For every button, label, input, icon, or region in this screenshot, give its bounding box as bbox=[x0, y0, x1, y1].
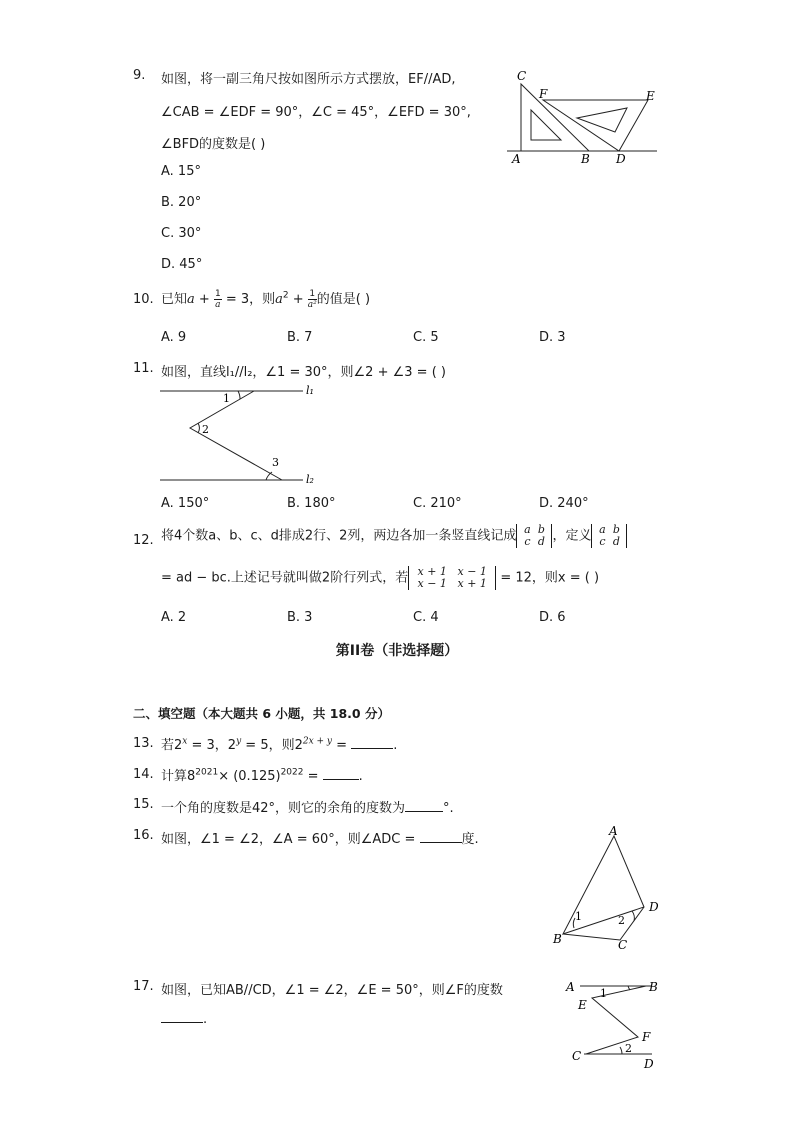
q10-plus: + bbox=[194, 292, 214, 307]
q17-label-a: A bbox=[566, 980, 575, 994]
q11-label-l2: l₂ bbox=[306, 473, 314, 486]
q10-pre: 已知 bbox=[161, 292, 188, 307]
q10-frac1: $\frac{1}{a}$ bbox=[214, 289, 221, 310]
q12-det-definition: a b c d bbox=[591, 524, 627, 548]
q13-answer-blank[interactable] bbox=[351, 736, 393, 749]
q9-line3: ∠BFD的度数是( ) bbox=[161, 137, 266, 152]
q17-label-c: C bbox=[572, 1049, 582, 1063]
q14-number: 14. bbox=[133, 767, 154, 782]
q17-label-b: B bbox=[649, 980, 658, 994]
q11-text: 如图，直线l₁//l₂，∠1 = 30°，则∠2 + ∠3 = ( ) bbox=[161, 365, 446, 380]
q17-answer-blank[interactable] bbox=[161, 1010, 203, 1023]
q15-answer-blank[interactable] bbox=[405, 799, 443, 812]
q12-line1 bbox=[161, 524, 627, 548]
q9-label-b: B bbox=[581, 152, 590, 166]
q12-line1-pre: 将4个数a、b、c、d排成2行、2列，两边各加一条竖直线记成 bbox=[161, 528, 517, 544]
q10-option-d: D. 3 bbox=[539, 330, 566, 345]
q14-answer-blank[interactable] bbox=[323, 767, 359, 780]
q11-angle-1: 1 bbox=[223, 392, 230, 405]
q11-option-d: D. 240° bbox=[539, 496, 589, 511]
q16-label-d: D bbox=[649, 900, 659, 914]
q10-var-a: a bbox=[187, 292, 195, 307]
q9-option-d: D. 45° bbox=[161, 257, 203, 272]
q12-det-equation: x + 1 x − 1 x − 1 x + 1 bbox=[408, 566, 496, 590]
q17-label-f: F bbox=[642, 1030, 651, 1044]
q15-text: 一个角的度数是42°，则它的余角的度数为 °. bbox=[161, 801, 454, 816]
q11-figure bbox=[158, 380, 328, 486]
q9-option-a: A. 15° bbox=[161, 164, 201, 179]
q10-text bbox=[161, 288, 370, 310]
q17-figure bbox=[562, 976, 672, 1076]
q12-option-b: B. 3 bbox=[287, 610, 313, 625]
q10-option-a: A. 9 bbox=[161, 330, 187, 345]
q10-number: 10. bbox=[133, 292, 154, 307]
q10-option-c: C. 5 bbox=[413, 330, 439, 345]
q16-figure bbox=[548, 822, 668, 952]
q10-square: 2 bbox=[282, 290, 289, 301]
q11-option-b: B. 180° bbox=[287, 496, 336, 511]
section-2-heading: 二、填空题（本大题共 6 小题，共 18.0 分） bbox=[133, 706, 390, 721]
q10-plus2: + bbox=[288, 292, 308, 307]
q17-label-e: E bbox=[578, 998, 587, 1012]
q17-answer-line: . bbox=[161, 1010, 207, 1027]
q16-text: 如图，∠1 = ∠2，∠A = 60°，则∠ADC = 度. bbox=[161, 832, 479, 847]
q9-option-c: C. 30° bbox=[161, 226, 202, 241]
q16-label-c: C bbox=[618, 938, 628, 952]
q9-line1: 如图，将一副三角尺按如图所示方式摆放，EF//AD, bbox=[161, 72, 456, 87]
q10-option-b: B. 7 bbox=[287, 330, 313, 345]
q12-option-d: D. 6 bbox=[539, 610, 566, 625]
q9-option-b: B. 20° bbox=[161, 195, 202, 210]
q17-angle-2: 2 bbox=[625, 1042, 632, 1055]
q12-line2 bbox=[161, 566, 599, 590]
q12-det-notation: a b c d bbox=[516, 524, 552, 548]
q9-number: 9. bbox=[133, 68, 146, 83]
q16-angle-1: 1 bbox=[575, 910, 582, 923]
q10-mid: = 3，则 bbox=[221, 292, 276, 307]
q16-angle-2: 2 bbox=[618, 914, 625, 927]
q17-number: 17. bbox=[133, 979, 154, 994]
q13-text: 若$2^x = 3$，$2^y = 5$，则$2^{2x + y}$ = . bbox=[161, 736, 398, 753]
q9-label-e: E bbox=[646, 89, 655, 103]
q9-label-a: A bbox=[512, 152, 521, 166]
q16-label-b: B bbox=[553, 932, 562, 946]
q11-option-c: C. 210° bbox=[413, 496, 462, 511]
q12-number: 12. bbox=[133, 533, 154, 548]
q9-line2: ∠CAB = ∠EDF = 90°，∠C = 45°，∠EFD = 30°, bbox=[161, 105, 471, 120]
q17-label-d: D bbox=[644, 1057, 654, 1071]
q12-line1-mid: ，定义 bbox=[552, 528, 592, 544]
q15-number: 15. bbox=[133, 797, 154, 812]
q10-frac2: $\frac{1}{\text{a²}}$ bbox=[307, 289, 317, 310]
q9-figure bbox=[505, 66, 665, 170]
q9-label-c: C bbox=[517, 69, 527, 83]
q16-answer-blank[interactable] bbox=[420, 830, 462, 843]
q11-label-l1: l₁ bbox=[306, 384, 314, 397]
q11-angle-2: 2 bbox=[202, 423, 209, 436]
q14-text: 计算$8^{2021}\times (0.125)^{2022}$ = . bbox=[161, 767, 363, 784]
q9-label-f: F bbox=[539, 87, 548, 101]
q12-line2-post: = 12，则x = ( ) bbox=[496, 570, 600, 586]
q9-label-d: D bbox=[616, 152, 626, 166]
q13-number: 13. bbox=[133, 736, 154, 751]
q16-number: 16. bbox=[133, 828, 154, 843]
part2-title: 第II卷（非选择题） bbox=[335, 643, 459, 659]
q11-option-a: A. 150° bbox=[161, 496, 210, 511]
q17-text: 如图，已知AB//CD，∠1 = ∠2，∠E = 50°，则∠F的度数 bbox=[161, 983, 503, 998]
q11-number: 11. bbox=[133, 361, 154, 376]
q10-var-a2: a bbox=[275, 292, 283, 307]
q12-option-a: A. 2 bbox=[161, 610, 187, 625]
q17-angle-1: 1 bbox=[600, 987, 607, 1000]
q12-line2-pre: = ad − bc.上述记号就叫做2阶行列式，若 bbox=[161, 570, 409, 586]
q16-label-a: A bbox=[609, 824, 618, 838]
q12-option-c: C. 4 bbox=[413, 610, 439, 625]
q11-angle-3: 3 bbox=[272, 456, 279, 469]
q10-post: 的值是( ) bbox=[316, 292, 371, 307]
